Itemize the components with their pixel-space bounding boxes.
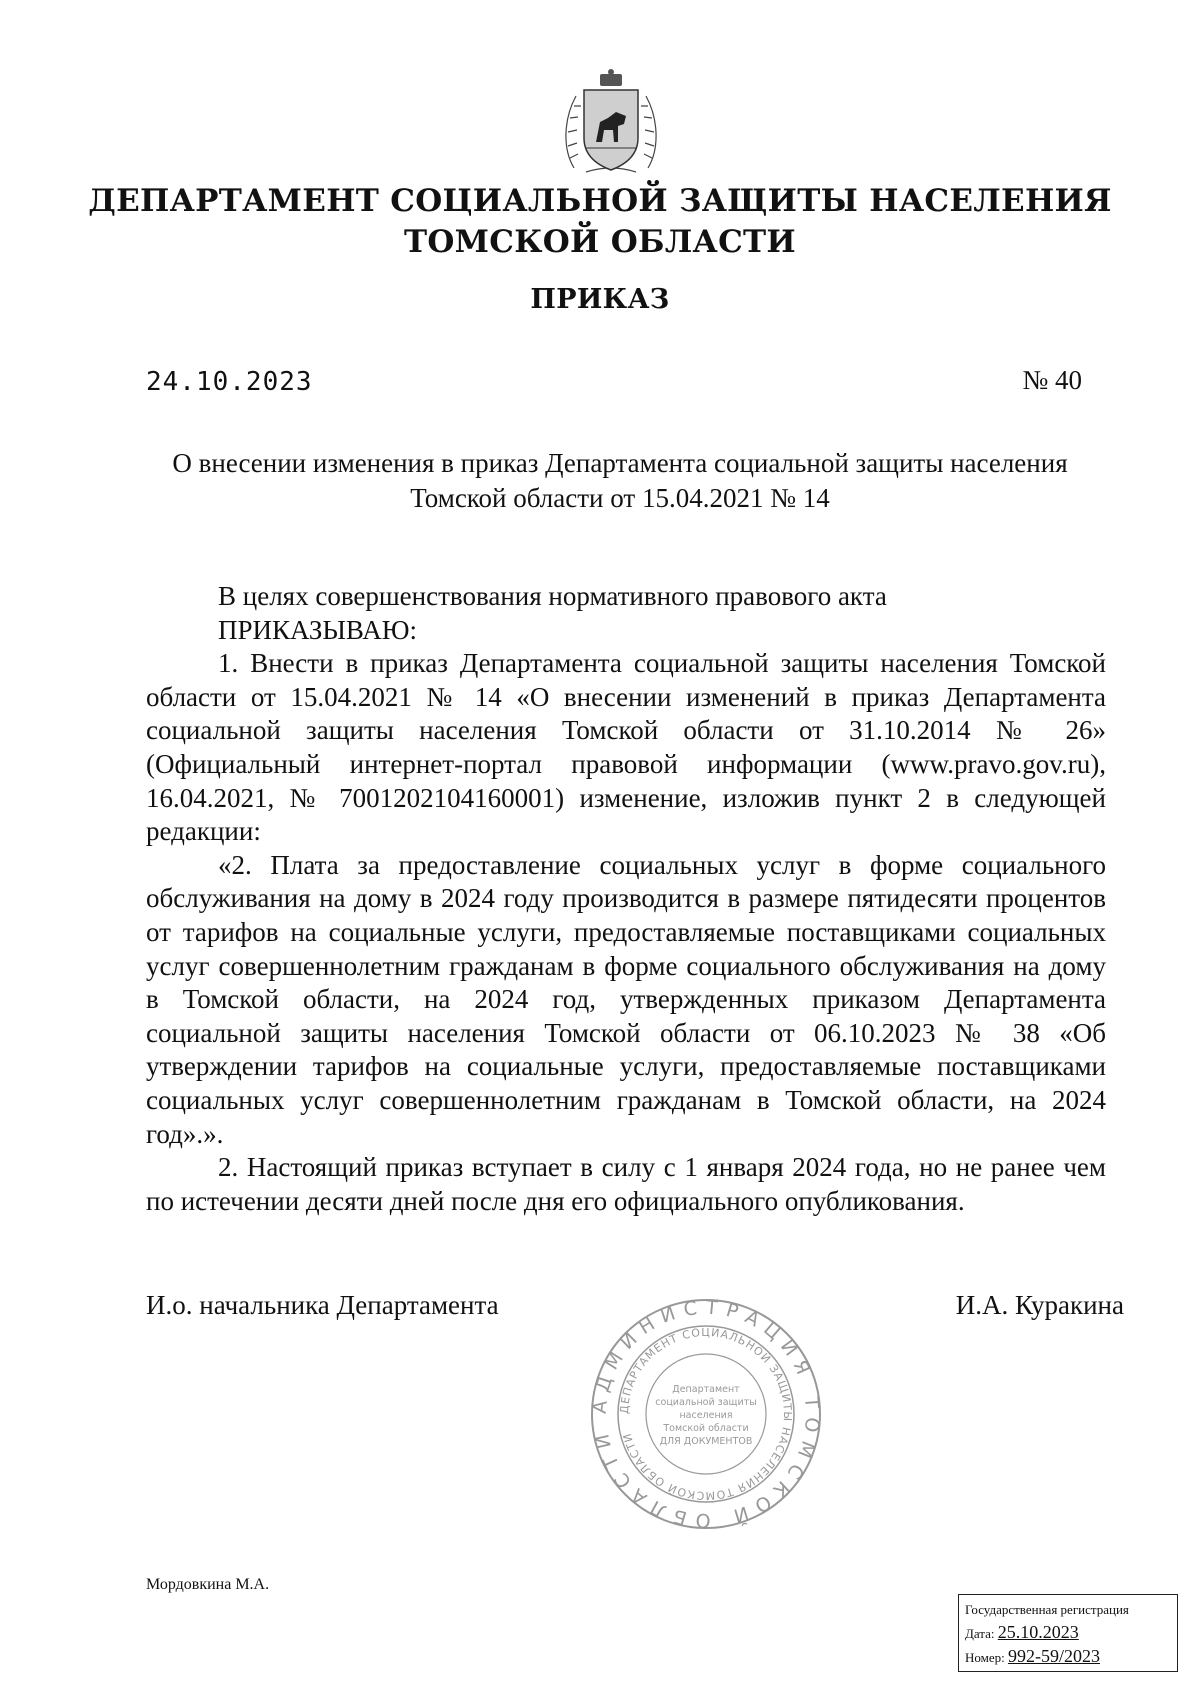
registration-date-label: Дата: (965, 1626, 995, 1641)
svg-text:ДЕПАРТАМЕНТ СОЦИАЛЬНОЙ ЗАЩИТЫ: ДЕПАРТАМЕНТ СОЦИАЛЬНОЙ ЗАЩИТЫ НАСЕЛЕНИЯ ТОМСКОЙ ОБЛАСТИ (617, 1325, 795, 1503)
item-2: 2. Настоящий приказ вступает в силу с 1 января 2024 года, но не ранее чем по истечении десяти дней после дня его официального опубликования. (146, 1152, 1106, 1216)
department-name-line1: ДЕПАРТАМЕНТ СОЦИАЛЬНОЙ ЗАЩИТЫ НАСЕЛЕНИЯ (88, 183, 1112, 219)
document-title (140, 446, 1100, 516)
registration-date-value: 25.10.2023 (997, 1622, 1079, 1642)
svg-text:АДМИНИСТРАЦИЯ ТОМСКОЙ ОБЛАСТИ: АДМИНИСТРАЦИЯ ТОМСКОЙ ОБЛАСТИ (588, 1296, 824, 1532)
svg-text:Департамент: Департамент (672, 1384, 740, 1395)
svg-text:населения: населения (679, 1410, 733, 1421)
coat-of-arms-icon (556, 68, 666, 180)
registration-number-label: Номер: (965, 1650, 1005, 1665)
signatory-position: И.о. начальника Департамента (146, 1290, 499, 1320)
document-type: ПРИКАЗ (530, 284, 670, 315)
svg-text:Томской области: Томской области (663, 1423, 749, 1434)
official-seal-stamp (588, 1296, 824, 1532)
department-name-line2: ТОМСКОЙ ОБЛАСТИ (403, 224, 797, 260)
document-date: 24.10.2023 (146, 367, 313, 397)
document-body (146, 580, 1106, 1218)
registration-number-value: 992-59/2023 (1008, 1646, 1100, 1666)
svg-text:ДЛЯ ДОКУМЕНТОВ: ДЛЯ ДОКУМЕНТОВ (659, 1436, 753, 1447)
document-number: № 40 (1022, 365, 1082, 395)
preamble: В целях совершенствования нормативного правового акта (218, 581, 887, 611)
registration-box (958, 1594, 1178, 1672)
title-line2: Томской области от 15.04.2021 № 14 (410, 483, 830, 513)
order-word: ПРИКАЗЫВАЮ: (218, 614, 417, 645)
item-1-quote: «2. Плата за предоставление социальных услуг в форме социального обслуживания на дому в 2024 году производится в размере пятидесяти процентов от тарифов на социальные услуги, предоставляемые поставщиками социальных услуг совершеннолетним гражданам в форме социального обслуживания на дому в Томской области, на 2024 год, утвержденных приказом Департамента социальной защиты населения Томской области от 06.10.2023 № 38 «Об утверждении тарифов на социальные услуги, предоставляемые поставщиками социальных услуг совершеннолетним гражданам в Томской области, на 2024 год».». (146, 849, 1106, 1149)
executor-name: Мордовкина М.А. (146, 1576, 270, 1593)
item-1: 1. Внести в приказ Департамента социальной защиты населения Томской области от 15.04.2021 № 14 «О внесении изменений в приказ Департамента социальной защиты населения Томской области от 31.10.2014 № 26» (Официальный интернет-портал правовой информации (www.pravo.gov.ru), 16.04.2021, № 7001202104160001) изменение, изложив пункт 2 в следующей редакции: (146, 648, 1106, 847)
signatory-name: И.А. Куракина (955, 1290, 1124, 1320)
svg-text:социальной защиты: социальной защиты (655, 1397, 757, 1408)
registration-header: Государственная регистрация (965, 1602, 1129, 1617)
title-line1: О внесении изменения в приказ Департамента социальной защиты населения (172, 448, 1068, 478)
